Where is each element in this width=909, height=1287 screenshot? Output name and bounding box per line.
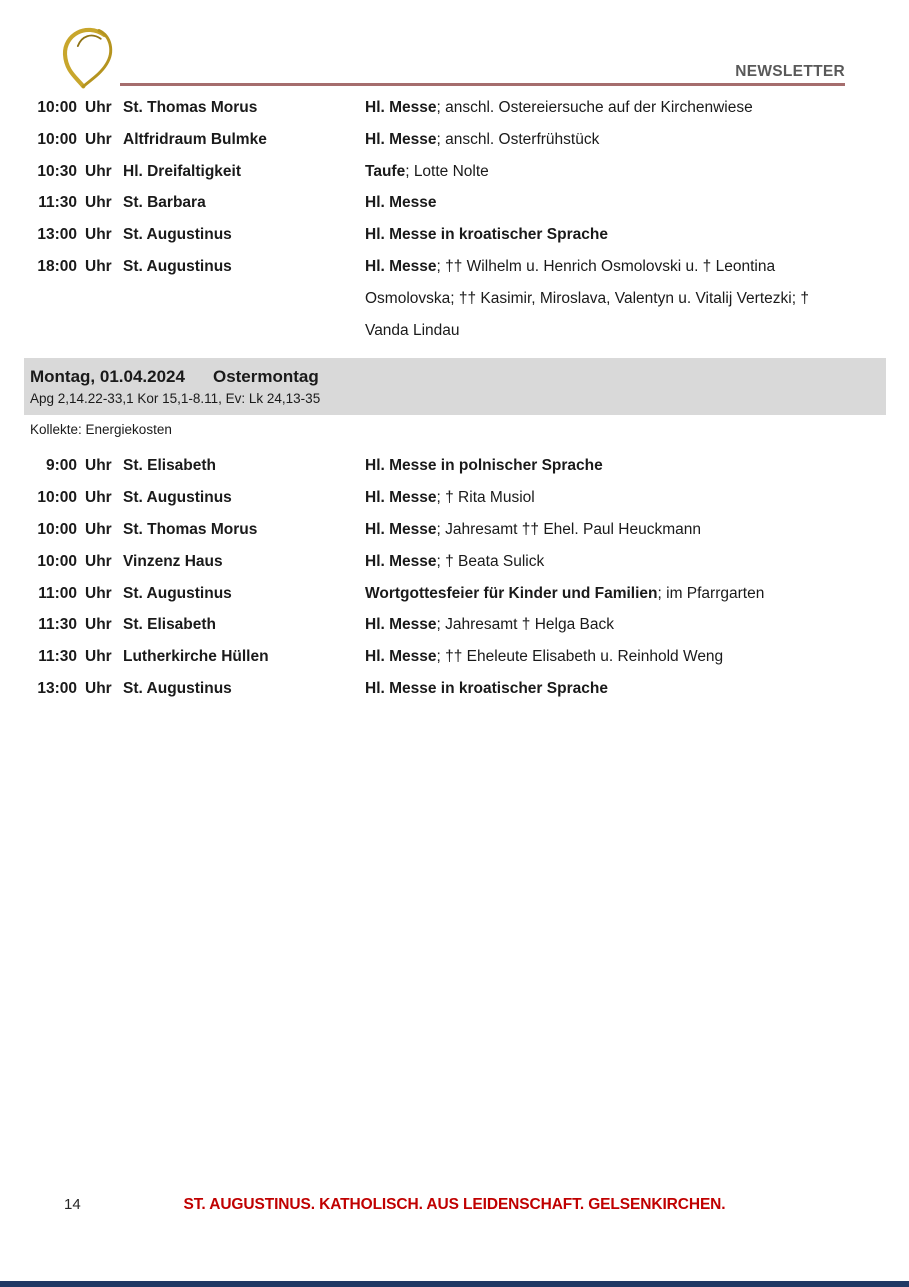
row-detail: ; anschl. Ostereiersuche auf der Kirchenwiese — [436, 99, 753, 116]
row-description — [365, 609, 849, 641]
row-uhr-label: Uhr — [85, 679, 112, 697]
newsletter-label: NEWSLETTER — [735, 63, 845, 80]
row-detail: ; Lotte Nolte — [405, 162, 489, 180]
row-place: St. Augustinus — [123, 489, 232, 507]
row-place: Altfridraum Bulmke — [123, 130, 267, 148]
schedule-row — [0, 673, 909, 705]
schedule-row — [0, 546, 909, 578]
schedule-row — [0, 609, 909, 641]
header-rule — [120, 83, 845, 86]
schedule-row — [0, 578, 909, 610]
row-uhr-label: Uhr — [85, 457, 112, 475]
row-detail: ; †† Wilhelm u. Henrich Osmolovski u. † Leontina Osmolovska; †† Kasimir, Miroslava, Valentyn u. Vitalij Vertezki; † Vanda Lindau — [365, 257, 809, 339]
footer-tagline: ST. AUGUSTINUS. KATHOLISCH. AUS LEIDENSCHAFT. GELSENKIRCHEN. — [183, 1196, 726, 1213]
row-detail: ; im Pfarrgarten — [657, 584, 765, 602]
row-uhr-label: Uhr — [85, 194, 112, 212]
row-uhr-label: Uhr — [85, 616, 112, 634]
row-service: Hl. Messe in polnischer Sprache — [365, 457, 603, 475]
row-description — [365, 546, 849, 578]
row-uhr-label: Uhr — [85, 584, 112, 602]
heart-logo-icon — [58, 25, 116, 91]
row-place: St. Augustinus — [123, 257, 232, 275]
row-time: 10:00 — [37, 130, 77, 148]
day-title — [30, 365, 886, 388]
row-time: 13:00 — [37, 679, 77, 697]
row-description — [365, 92, 849, 124]
row-time: 10:00 — [37, 99, 77, 116]
row-time: 11:30 — [38, 648, 77, 666]
row-description — [365, 514, 849, 546]
row-service: Hl. Messe — [365, 552, 437, 570]
row-place: St. Elisabeth — [123, 457, 217, 475]
row-description — [365, 673, 849, 705]
row-time: 11:30 — [38, 616, 77, 634]
row-detail: ; † Beata Sulick — [436, 552, 545, 570]
row-uhr-label: Uhr — [85, 552, 112, 570]
day-readings: Apg 2,14.22-33,1 Kor 15,1-8.11, Ev: Lk 24,13-35 — [30, 391, 321, 407]
row-time: 11:30 — [38, 194, 77, 212]
mass-schedule — [0, 92, 909, 705]
row-service: Hl. Messe — [365, 257, 437, 275]
schedule-row — [0, 124, 909, 156]
row-uhr-label: Uhr — [85, 520, 112, 538]
row-place: Hl. Dreifaltigkeit — [123, 162, 241, 180]
row-service: Hl. Messe — [365, 194, 437, 212]
row-time: 13:00 — [37, 226, 77, 244]
row-description — [365, 156, 849, 188]
row-description — [365, 641, 849, 673]
schedule-row — [0, 482, 909, 514]
row-detail: ; Jahresamt †† Ehel. Paul Heuckmann — [436, 520, 702, 538]
row-description — [365, 578, 849, 610]
row-service: Hl. Messe — [365, 648, 437, 666]
schedule-row — [0, 641, 909, 673]
row-service: Hl. Messe in kroatischer Sprache — [365, 226, 608, 244]
kollekte-note: Kollekte: Energiekosten — [30, 422, 172, 438]
row-place: St. Elisabeth — [123, 616, 217, 634]
schedule-row — [0, 92, 909, 124]
row-detail: ; Jahresamt † Helga Back — [436, 616, 614, 634]
row-time: 9:00 — [45, 457, 77, 475]
row-detail: ; † Rita Musiol — [436, 489, 535, 507]
schedule-row — [0, 450, 909, 482]
row-description — [365, 482, 849, 514]
row-service: Hl. Messe in kroatischer Sprache — [365, 679, 608, 697]
schedule-row — [0, 251, 909, 346]
row-description — [365, 187, 849, 219]
day-name: Ostermontag — [212, 367, 319, 387]
row-place: St. Augustinus — [123, 679, 232, 697]
row-place: St. Thomas Morus — [123, 99, 258, 116]
row-service: Hl. Messe — [365, 616, 437, 634]
page-number: 14 — [64, 1196, 81, 1213]
row-description — [365, 450, 849, 482]
row-uhr-label: Uhr — [85, 99, 112, 116]
schedule-row — [0, 156, 909, 188]
row-service: Hl. Messe — [365, 489, 437, 507]
row-place: Lutherkirche Hüllen — [123, 648, 269, 666]
row-place: St. Augustinus — [123, 584, 232, 602]
row-detail: ; anschl. Osterfrühstück — [436, 130, 600, 148]
row-service: Hl. Messe — [365, 99, 437, 116]
row-description — [365, 251, 849, 346]
schedule-section-easter-sunday — [0, 92, 909, 346]
row-uhr-label: Uhr — [85, 162, 112, 180]
schedule-section-easter-monday — [0, 450, 909, 704]
row-time: 11:00 — [38, 584, 77, 602]
row-time: 10:00 — [37, 552, 77, 570]
bottom-bar — [0, 1281, 909, 1287]
row-uhr-label: Uhr — [85, 648, 112, 666]
row-uhr-label: Uhr — [85, 226, 112, 244]
schedule-row — [0, 187, 909, 219]
row-place: St. Barbara — [123, 194, 206, 212]
row-time: 10:00 — [37, 489, 77, 507]
row-time: 10:00 — [37, 520, 77, 538]
row-uhr-label: Uhr — [85, 489, 112, 507]
row-service: Hl. Messe — [365, 520, 437, 538]
row-service: Wortgottesfeier für Kinder und Familien — [365, 584, 658, 602]
row-time: 10:30 — [37, 162, 77, 180]
row-detail: ; †† Eheleute Elisabeth u. Reinhold Weng — [436, 648, 724, 666]
day-date: Montag, 01.04.2024 — [30, 367, 185, 387]
row-description — [365, 219, 849, 251]
row-place: Vinzenz Haus — [123, 552, 223, 570]
schedule-row — [0, 514, 909, 546]
row-service: Taufe — [365, 162, 406, 180]
row-uhr-label: Uhr — [85, 130, 112, 148]
row-description — [365, 124, 849, 156]
day-banner — [24, 358, 886, 415]
row-place: St. Thomas Morus — [123, 520, 258, 538]
row-time: 18:00 — [37, 257, 77, 275]
row-place: St. Augustinus — [123, 226, 232, 244]
schedule-row — [0, 219, 909, 251]
row-service: Hl. Messe — [365, 130, 437, 148]
row-uhr-label: Uhr — [85, 257, 112, 275]
